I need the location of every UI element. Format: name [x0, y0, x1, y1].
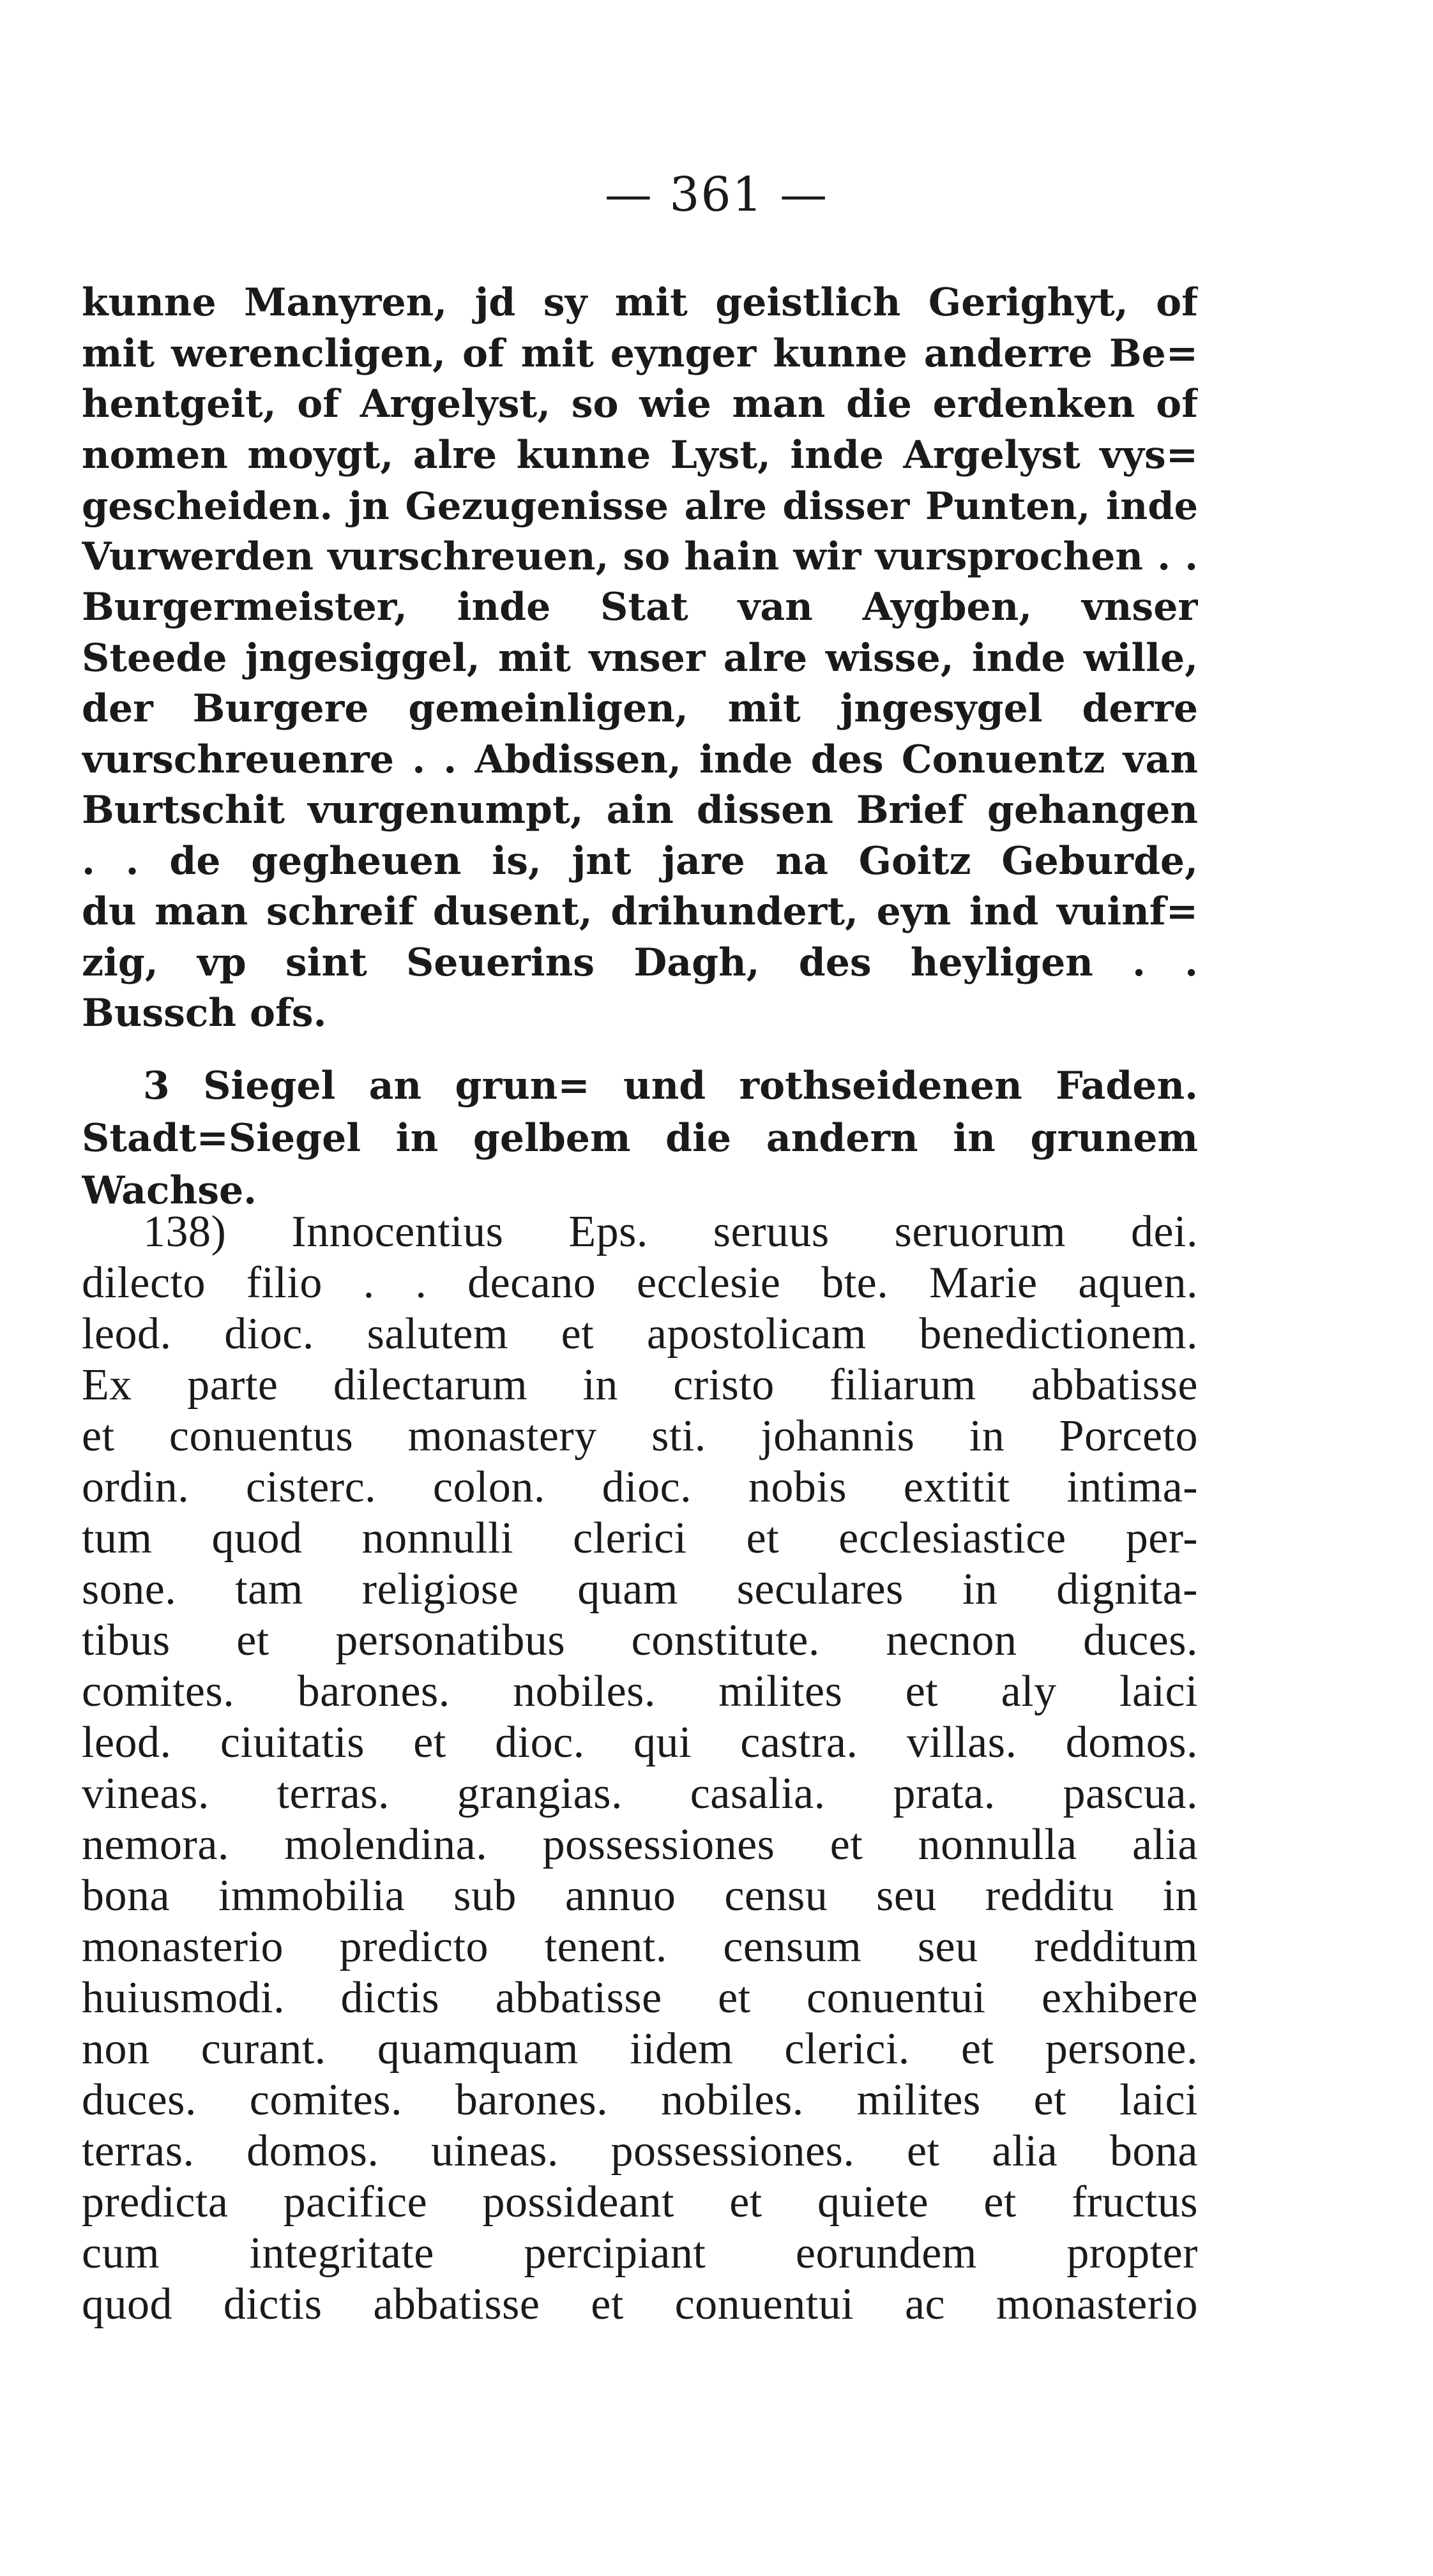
text-line: bona immobilia sub annuo censu seu redditu in [82, 1871, 1198, 1920]
text-line: tum quod nonnulli clerici et ecclesiastice per- [82, 1514, 1198, 1563]
text-line: 138) Innocentius Eps. seruus seruorum dei. [143, 1207, 1198, 1256]
text-line: predicta pacifice possideant et quiete et fructus [82, 2178, 1198, 2227]
text-line: ordin. cisterc. colon. dioc. nobis extitit intima- [82, 1463, 1198, 1512]
text-line: tibus et personatibus constitute. necnon duces. [82, 1616, 1198, 1665]
text-line: Ex parte dilectarum in cristo filiarum abbatisse [82, 1360, 1198, 1410]
text-line: nomen moygt, alre kunne Lyst, inde Argelyst vys= [82, 432, 1198, 478]
text-line: sone. tam religiose quam seculares in dignita- [82, 1565, 1198, 1614]
text-line: nemora. molendina. possessiones et nonnulla alia [82, 1820, 1198, 1869]
text-line: hentgeit, of Argelyst, so wie man die erdenken of [82, 382, 1198, 426]
seal-note [82, 1060, 1198, 1217]
text-line: terras. domos. uineas. possessiones. et alia bona [82, 2127, 1198, 2176]
text-line: Stadt=Siegel in gelbem die andern in grunem [82, 1116, 1198, 1161]
text-line: Wachse. [82, 1168, 257, 1213]
text-line: comites. barones. nobiles. milites et aly laici [82, 1667, 1198, 1716]
text-line: du man schreif dusent, drihundert, eyn ind vuinf= [82, 889, 1198, 934]
page-number: — 361 — [604, 167, 829, 222]
text-line: duces. comites. barones. nobiles. milites et laici [82, 2075, 1198, 2125]
fraktur-paragraph [82, 278, 1198, 1039]
text-line: zig, vp sint Seuerins Dagh, des heyligen . . [82, 940, 1198, 985]
text-line: Burtschit vurgenumpt, ain dissen Brief gehangen [82, 788, 1198, 832]
text-line: gescheiden. jn Gezugenisse alre disser Punten, inde [82, 484, 1198, 528]
text-line: cum integritate percipiant eorundem propter [82, 2229, 1198, 2278]
text-line: der Burgere gemeinligen, mit jngesygel derre [82, 686, 1198, 731]
text-line: 3 Siegel an grun= und rothseidenen Faden. [143, 1064, 1198, 1108]
text-line: Bussch ofs. [82, 991, 327, 1036]
text-line: et conuentus monastery sti. johannis in Porceto [82, 1412, 1198, 1461]
text-line: leod. dioc. salutem et apostolicam benedictionem. [82, 1309, 1198, 1359]
text-line: quod dictis abbatisse et conuentui ac monasterio [82, 2280, 1198, 2329]
text-line: kunne Manyren, jd sy mit geistlich Gerighyt, of [82, 280, 1198, 325]
text-line: leod. ciuitatis et dioc. qui castra. villas. domos. [82, 1718, 1198, 1767]
text-line: Vurwerden vurschreuen, so hain wir vursprochen . . [82, 534, 1198, 579]
text-line: monasterio predicto tenent. censum seu redditum [82, 1922, 1198, 1971]
text-line: vineas. terras. grangias. casalia. prata. pascua. [82, 1769, 1198, 1818]
text-line: non curant. quamquam iidem clerici. et persone. [82, 2024, 1198, 2074]
text-line: huiusmodi. dictis abbatisse et conuentui exhibere [82, 1973, 1198, 2022]
text-line: Steede jngesiggel, mit vnser alre wisse, inde wille, [82, 635, 1198, 681]
text-line: Burgermeister, inde Stat van Aygben, vnser [82, 585, 1198, 629]
latin-paragraph [82, 1207, 1198, 2330]
text-line: . . de gegheuen is, jnt jare na Goitz Geburde, [82, 838, 1198, 884]
text-line: vurschreuenre . . Abdissen, inde des Conuentz van [82, 737, 1198, 782]
text-line: dilecto filio . . decano ecclesie bte. Marie aquen. [82, 1258, 1198, 1307]
text-line: mit werencligen, of mit eynger kunne anderre Be= [82, 331, 1198, 376]
